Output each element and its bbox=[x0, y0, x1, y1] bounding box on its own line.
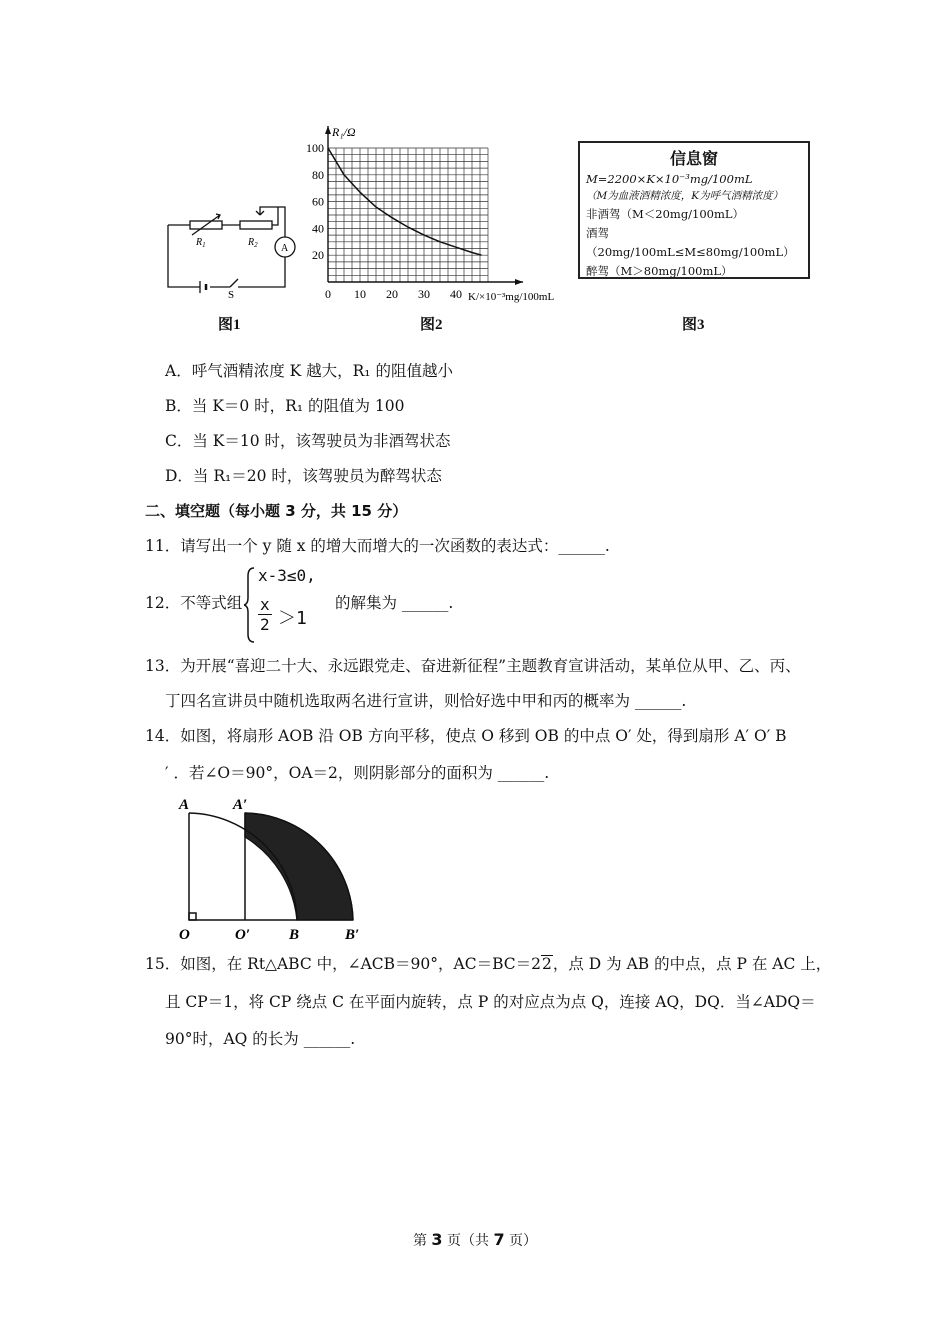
label-b: B bbox=[289, 927, 300, 943]
info-line-note: （M为血液酒精浓度，K为呼气酒精浓度） bbox=[586, 190, 784, 202]
info-line-drunk: 酒驾（20mg/100mL≤M≤80mg/100mL） bbox=[586, 226, 795, 259]
question-15-line3: 90°时，AQ 的长为 ______. bbox=[165, 1030, 356, 1048]
label-a-prime: A′ bbox=[233, 797, 248, 813]
label-a: A bbox=[179, 797, 190, 813]
info-line-non-drunk: 非酒驾（M＜20mg/100mL） bbox=[586, 207, 745, 221]
sqrt-2: 2 bbox=[542, 955, 552, 973]
fig1-caption: 图1 bbox=[218, 317, 241, 333]
question-12-prefix: 12．不等式组 bbox=[145, 594, 243, 612]
info-window bbox=[578, 141, 810, 279]
footer-post: 页） bbox=[509, 1233, 538, 1249]
q15-line1-pre: 15．如图，在 Rt△ABC 中，∠ACB＝90°，AC＝BC＝2 bbox=[145, 955, 541, 973]
info-window-title: 信息窗 bbox=[669, 149, 718, 168]
info-line-heavily-drunk: 醉驾（M＞80mg/100mL） bbox=[586, 264, 733, 278]
x-axis-label: K/×10⁻³mg/100mL bbox=[468, 291, 555, 303]
switch-label: S bbox=[228, 289, 235, 300]
fraction-numerator: x bbox=[260, 595, 270, 614]
option-d: D．当 R₁＝20 时，该驾驶员为醉驾状态 bbox=[165, 467, 442, 485]
q15-line1-post: ，点 D 为 AB 的中点，点 P 在 AC 上， bbox=[552, 955, 832, 973]
inequality-1: x-3≤0, bbox=[258, 566, 316, 585]
x-tick-label: 0 bbox=[325, 287, 331, 301]
y-axis-label: R₁/Ω bbox=[332, 125, 356, 139]
fraction bbox=[258, 596, 272, 635]
question-15-line1 bbox=[145, 953, 831, 975]
y-tick-label: 40 bbox=[312, 221, 324, 236]
sector-figure bbox=[175, 795, 380, 943]
x-axis-arrow bbox=[515, 279, 523, 285]
label-o-prime: O′ bbox=[235, 927, 251, 943]
x-tick-label: 20 bbox=[386, 287, 398, 301]
page-footer bbox=[0, 1230, 950, 1250]
question-13-line1: 13．为开展“喜迎二十大、永远跟党走、奋进新征程”主题教育宣讲活动，某单位从甲、乙、丙、 bbox=[145, 657, 801, 675]
y-tick-label: 20 bbox=[312, 248, 324, 263]
question-14-line2: ′ ．若∠O＝90°，OA＝2，则阴影部分的面积为 ______. bbox=[165, 764, 550, 782]
question-14-line1: 14．如图，将扇形 AOB 沿 OB 方向平移，使点 O 移到 OB 的中点 O′ 处，得到扇形 A′ O′ B bbox=[145, 727, 787, 745]
question-13-line2: 丁四名宣讲员中随机选取两名进行宣讲，则恰好选中甲和丙的概率为 ______. bbox=[165, 692, 687, 710]
fig2-caption: 图2 bbox=[420, 317, 443, 333]
r1-vs-k-chart bbox=[300, 118, 575, 310]
y-tick-label: 100 bbox=[306, 141, 324, 155]
question-11: 11．请写出一个 y 随 x 的增大而增大的一次函数的表达式：______. bbox=[145, 537, 610, 555]
r2-label: $R_2$ bbox=[248, 237, 258, 249]
brace-icon bbox=[244, 566, 256, 644]
footer-mid: 页（共 bbox=[447, 1233, 489, 1249]
fraction-denominator: 2 bbox=[260, 615, 270, 634]
y-axis-arrow bbox=[325, 126, 331, 134]
question-12-suffix: 的解集为 ______. bbox=[335, 594, 454, 612]
option-b: B．当 K＝0 时，R₁ 的阻值为 100 bbox=[165, 397, 405, 415]
option-a: A．呼气酒精浓度 K 越大，R₁ 的阻值越小 bbox=[165, 362, 453, 380]
fig3-caption: 图3 bbox=[682, 317, 705, 333]
footer-total-pages: 7 bbox=[493, 1230, 505, 1249]
y-tick-label: 80 bbox=[312, 167, 324, 182]
label-b-prime: B′ bbox=[345, 927, 360, 943]
y-tick-label: 60 bbox=[312, 194, 324, 209]
section-title: 二、填空题（每小题 3 分，共 15 分） bbox=[145, 502, 408, 520]
x-tick-label: 40 bbox=[450, 287, 462, 301]
x-tick-label: 10 bbox=[354, 287, 366, 301]
circuit-figure bbox=[160, 195, 300, 300]
ammeter-label: A bbox=[281, 243, 289, 254]
info-line-formula: M=2200×K×10⁻³mg/100mL bbox=[586, 172, 753, 186]
label-o: O bbox=[179, 927, 190, 943]
footer-pre: 第 bbox=[412, 1233, 427, 1249]
r1-label: $R_1$ bbox=[196, 237, 206, 249]
question-15-line2: 且 CP＝1，将 CP 绕点 C 在平面内旋转，点 P 的对应点为点 Q，连接 AQ，DQ．当∠ADQ＝ bbox=[165, 993, 816, 1011]
inequality-2-rhs: ＞1 bbox=[278, 608, 307, 629]
footer-page-number: 3 bbox=[431, 1230, 443, 1249]
option-c: C．当 K＝10 时，该驾驶员为非酒驾状态 bbox=[165, 432, 451, 450]
x-tick-label: 30 bbox=[418, 287, 430, 301]
